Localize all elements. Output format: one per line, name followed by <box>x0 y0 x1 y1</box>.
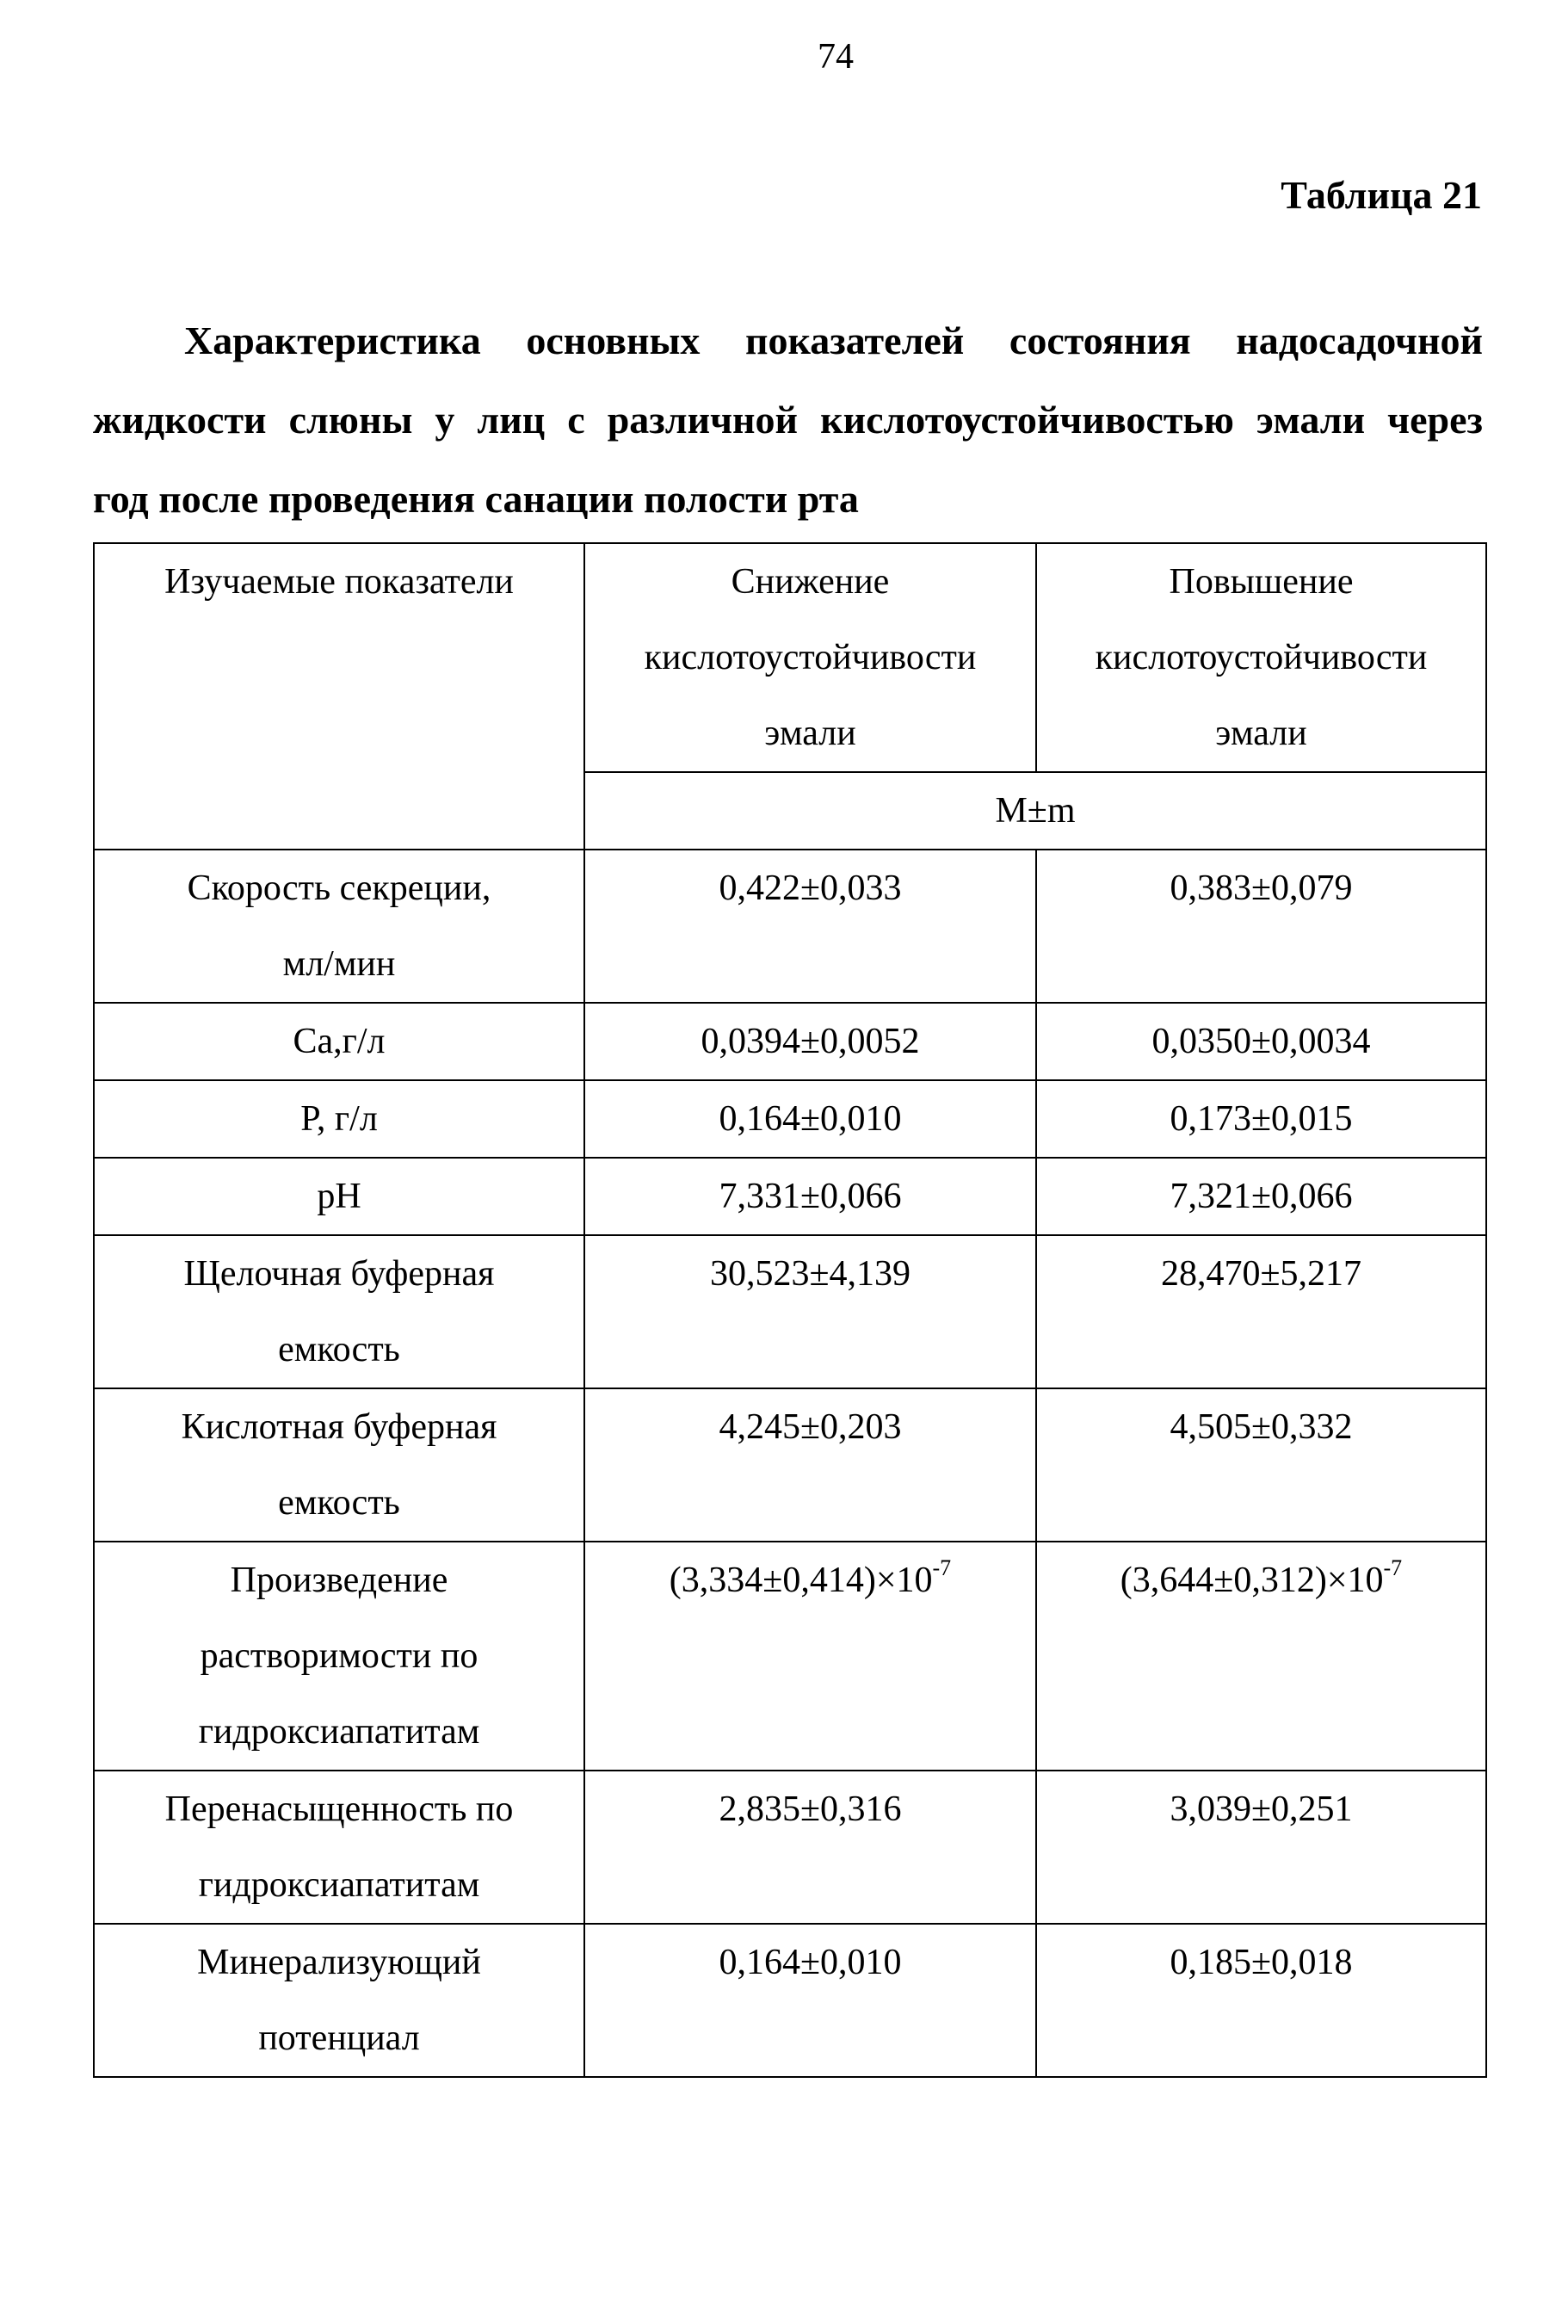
caption-line-3: год после проведения санации полости рта <box>93 477 859 521</box>
decreased-value-cell: 0,422±0,033 <box>584 850 1036 1003</box>
page-number: 74 <box>818 37 854 77</box>
decreased-value: (3,334±0,414)×10 <box>669 1561 933 1600</box>
increased-value-cell: 3,039±0,251 <box>1036 1771 1486 1924</box>
caption-line-2: жидкости слюны у лиц с различной кислотоустойчивостью эмали через <box>93 398 1483 442</box>
table-row <box>94 1542 1486 1771</box>
header-decreased-cell <box>584 543 1036 772</box>
row-name-cell <box>94 1924 584 2077</box>
increased-value-cell: 4,505±0,332 <box>1036 1388 1486 1542</box>
row-name-cell <box>94 850 584 1003</box>
decreased-value-cell: 2,835±0,316 <box>584 1771 1036 1924</box>
decreased-value-cell <box>584 1542 1036 1771</box>
row-name-cell <box>94 1003 584 1080</box>
header-increased-line: кислотоустойчивости <box>1095 638 1428 677</box>
row-name-line: мл/мин <box>282 944 396 984</box>
header-decreased-line: эмали <box>764 714 856 753</box>
row-name-line: емкость <box>278 1483 400 1523</box>
row-name-line: Ca,г/л <box>293 1022 386 1061</box>
decreased-value-cell: 0,164±0,010 <box>584 1924 1036 2077</box>
increased-exponent: -7 <box>1383 1555 1403 1580</box>
header-row <box>94 543 1486 772</box>
header-decreased-line: кислотоустойчивости <box>644 638 977 677</box>
table-caption <box>93 301 1483 539</box>
header-increased-line: Повышение <box>1169 562 1354 602</box>
row-name-line: емкость <box>278 1330 400 1369</box>
increased-value-cell: 0,383±0,079 <box>1036 850 1486 1003</box>
increased-value-cell: 0,173±0,015 <box>1036 1080 1486 1158</box>
increased-value-cell: 0,185±0,018 <box>1036 1924 1486 2077</box>
table-row <box>94 1158 1486 1235</box>
header-increased-line: эмали <box>1215 714 1307 753</box>
table-row <box>94 1924 1486 2077</box>
row-name-line: гидроксиапатитам <box>198 1865 480 1905</box>
row-name-cell <box>94 1080 584 1158</box>
row-name-line: Перенасыщенность по <box>164 1789 514 1829</box>
row-name-line: Кислотная буферная <box>181 1407 497 1447</box>
header-indicator: Изучаемые показатели <box>164 562 514 602</box>
table-row <box>94 1235 1486 1388</box>
row-name-cell <box>94 1771 584 1924</box>
table-row <box>94 1080 1486 1158</box>
row-name-line: гидроксиапатитам <box>198 1712 480 1752</box>
increased-value: (3,644±0,312)×10 <box>1120 1561 1384 1600</box>
table-row <box>94 1388 1486 1542</box>
increased-value-cell: 28,470±5,217 <box>1036 1235 1486 1388</box>
table-label: Таблица 21 <box>1281 173 1482 217</box>
row-name-line: потенциал <box>258 2018 420 2058</box>
increased-value-cell: 0,0350±0,0034 <box>1036 1003 1486 1080</box>
table-row <box>94 1771 1486 1924</box>
decreased-value-cell: 4,245±0,203 <box>584 1388 1036 1542</box>
row-name-cell <box>94 1388 584 1542</box>
row-name-line: растворимости по <box>200 1636 478 1676</box>
unit-cell: M±m <box>584 772 1486 850</box>
caption-line-1: Характеристика основных показателей состояния надосадочной <box>184 318 1483 362</box>
decreased-value-cell: 0,164±0,010 <box>584 1080 1036 1158</box>
increased-value-cell <box>1036 1542 1486 1771</box>
row-name-cell <box>94 1158 584 1235</box>
decreased-value-cell: 30,523±4,139 <box>584 1235 1036 1388</box>
increased-value-cell: 7,321±0,066 <box>1036 1158 1486 1235</box>
row-name-line: Произведение <box>230 1561 448 1600</box>
header-increased-cell <box>1036 543 1486 772</box>
data-table <box>93 542 1487 2078</box>
decreased-value-cell: 7,331±0,066 <box>584 1158 1036 1235</box>
row-name-cell <box>94 1542 584 1771</box>
row-name-line: pH <box>317 1177 361 1216</box>
table-row <box>94 850 1486 1003</box>
row-name-line: Щелочная буферная <box>183 1254 495 1294</box>
row-name-line: P, г/л <box>300 1099 378 1139</box>
row-name-cell <box>94 1235 584 1388</box>
header-decreased-line: Снижение <box>731 562 890 602</box>
table-row <box>94 1003 1486 1080</box>
decreased-value-cell: 0,0394±0,0052 <box>584 1003 1036 1080</box>
row-name-line: Минерализующий <box>197 1943 481 1982</box>
decreased-exponent: -7 <box>932 1555 952 1580</box>
row-name-line: Скорость секреции, <box>187 868 491 908</box>
header-indicator-cell <box>94 543 584 850</box>
